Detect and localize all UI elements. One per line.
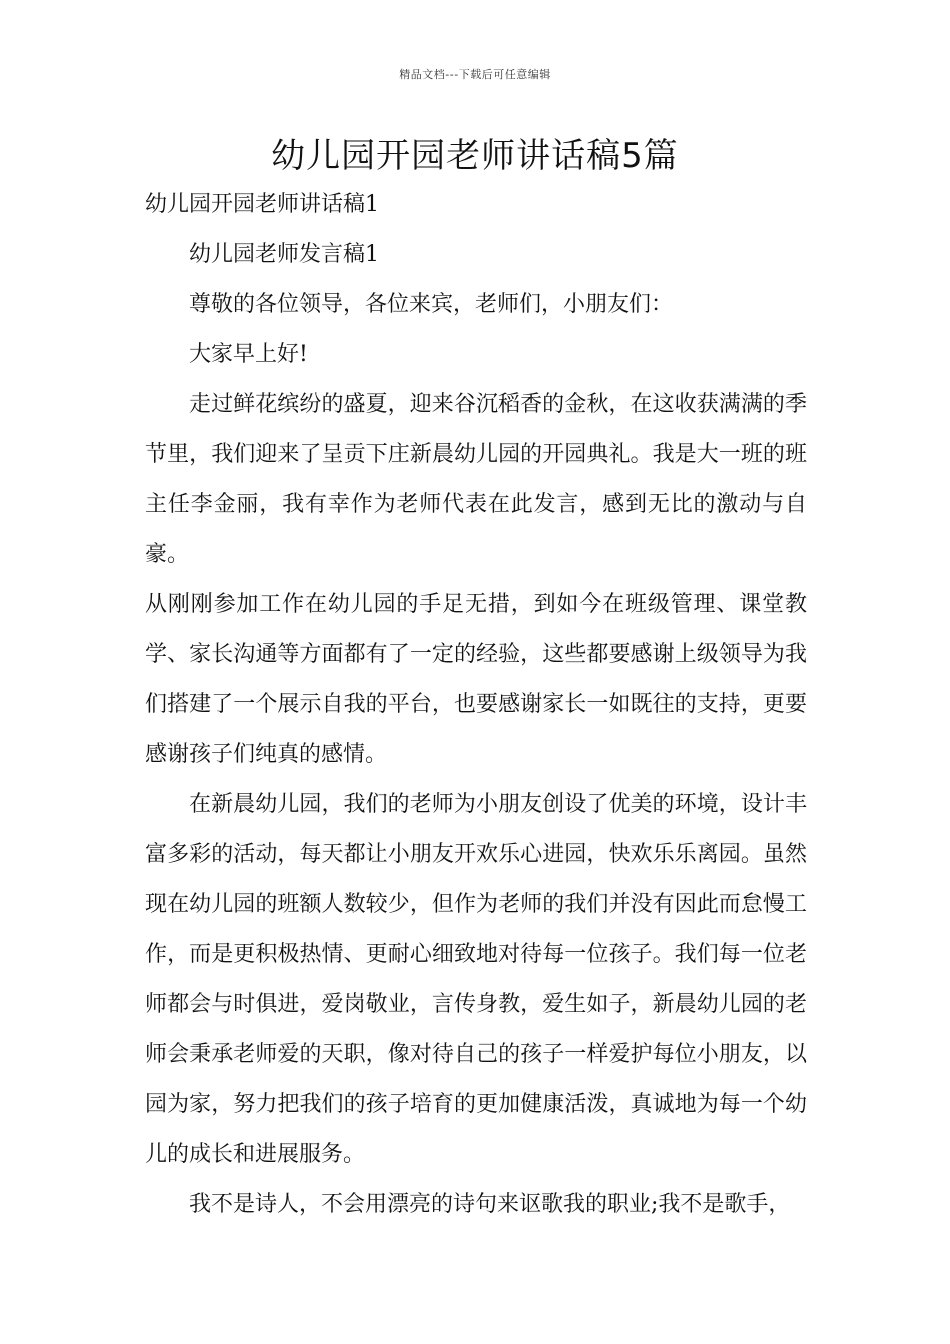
paragraph-experience: 从刚刚参加工作在幼儿园的手足无措，到如今在班级管理、课堂教学、家长沟通等方面都有了一定的经验，这些都要感谢上级领导为我们搭建了一个展示自我的平台，也要感谢家长一如既往的支持，更要感谢孩子们纯真的感情。 bbox=[145, 592, 807, 767]
paragraph-greeting: 大家早上好! bbox=[189, 342, 308, 367]
paragraph-salutation: 尊敬的各位领导，各位来宾，老师们，小朋友们： bbox=[189, 292, 674, 317]
section-heading: 幼儿园开园老师讲话稿1 bbox=[145, 192, 379, 217]
paragraph-environment: 在新晨幼儿园，我们的老师为小朋友创设了优美的环境，设计丰富多彩的活动，每天都让小朋友开欢乐心进园，快欢乐乐离园。虽然现在幼儿园的班额人数较少，但作为老师的我们并没有因此而怠慢工作，而是更积极热情、更耐心细致地对待每一位孩子。我们每一位老师都会与时俱进，爱岗敬业，言传身教，爱生如子，新晨幼儿园的老师会秉承老师爱的天职，像对待自己的孩子一样爱护每位小朋友，以园为家，努力把我们的孩子培育的更加健康活泼，真诚地为每一个幼儿的成长和进展服务。 bbox=[145, 792, 807, 1167]
page-header: 精品文档---下载后可任意编辑 bbox=[399, 68, 551, 81]
paragraph-closing-start: 我不是诗人，不会用漂亮的诗句来讴歌我的职业;我不是歌手， bbox=[189, 1192, 791, 1217]
paragraph-speech-title: 幼儿园老师发言稿1 bbox=[189, 242, 379, 267]
document-body bbox=[145, 180, 807, 1230]
paragraph-intro: 走过鲜花缤纷的盛夏，迎来谷沉稻香的金秋，在这收获满满的季节里，我们迎来了呈贡下庄新晨幼儿园的开园典礼。我是大一班的班主任李金丽，我有幸作为老师代表在此发言，感到无比的激动与自豪。 bbox=[145, 392, 807, 567]
document-title: 幼儿园开园老师讲话稿5篇 bbox=[271, 136, 679, 176]
